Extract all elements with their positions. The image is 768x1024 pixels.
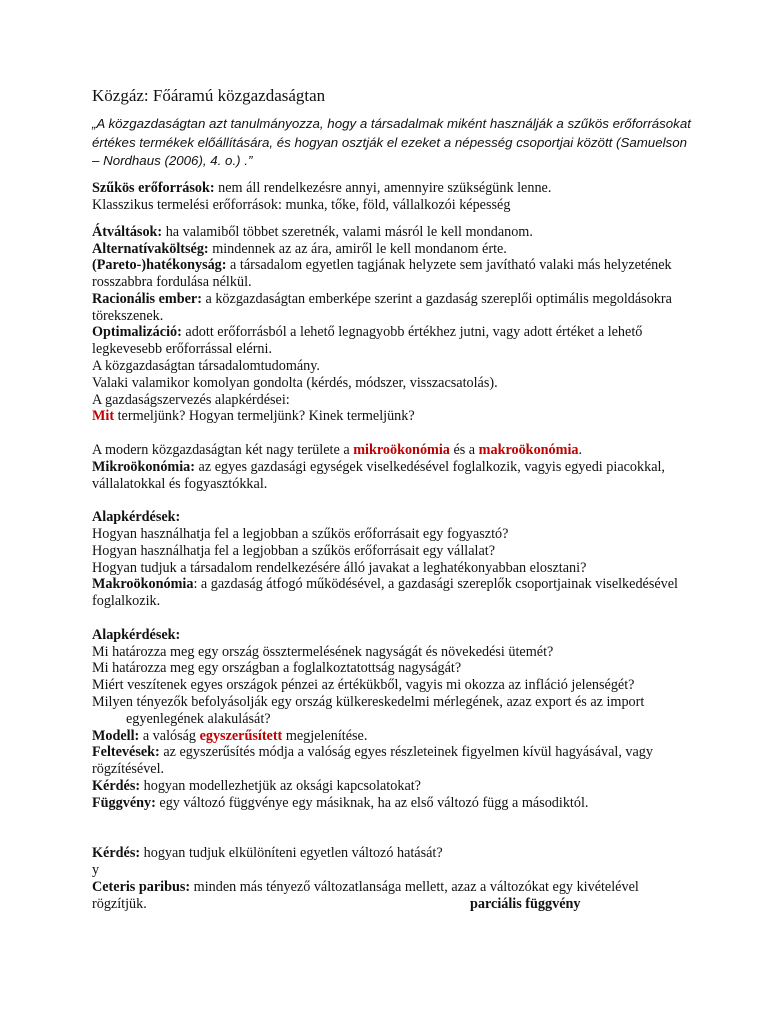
what-how-whom-line: Mit termeljünk? Hogyan termeljünk? Kinek termeljünk? [92, 408, 415, 425]
page-title: Közgáz: Főáramú közgazdaságtan [92, 86, 326, 105]
what-highlight: Mit [92, 408, 115, 425]
list-item: Hogyan tudjuk a társadalom rendelkezésére álló javakat a leghatékonyabban elosztani? [92, 559, 587, 576]
term-ceteris-paribus: Ceteris paribus: [92, 878, 191, 895]
paragraph-ceteris-paribus: Ceteris paribus: minden más tényező változatlansága mellett, azaz a változókat egy kivételével rögzítjük. parciális függvény [92, 878, 639, 912]
paragraph-function: Függvény: egy változó függvénye egy másiknak, ha az első változó függ a másodiktól. [92, 794, 589, 811]
macro-highlight: makroökonómia [478, 442, 579, 459]
micro-highlight: mikroökonómia [353, 442, 450, 459]
list-item: Hogyan használhatja fel a legjobban a szűkös erőforrásait egy fogyasztó? [92, 526, 509, 543]
macro-questions-heading: Alapkérdések: [92, 626, 181, 643]
list-item: Mi határozza meg egy országban a foglalkoztatottság nagyságát? [92, 660, 462, 677]
paragraph-tradeoffs: Átváltások: ha valamiből többet szeretnék, valami másról le kell mondanom. [92, 223, 533, 240]
term-assumptions: Feltevések: [92, 744, 160, 761]
term-scarce-resources: Szűkös erőforrások: [92, 180, 215, 197]
samuelson-quote: „A közgazdaságtan azt tanulmányozza, hogy a társadalmak miként használják a szűkös erőforrásokat értékes termékek előállítására, és hogyan osztják el ezeket a népesség csoportjai között (Samuelson – Nordhaus (2006), 4. o.) .” [92, 116, 691, 169]
term-pareto: (Pareto-)hatékonyság: [92, 257, 227, 274]
paragraph-model: Modell: a valóság egyszerűsített megjelenítése. [92, 727, 368, 744]
paragraph-macro: Makroökonómia: a gazdaság átfogó működésével, a gazdasági szereplők csoportjainak viselkedésével foglalkozik. [92, 576, 678, 610]
paragraph-pareto: (Pareto-)hatékonyság: a társadalom egyetlen tagjának helyzete sem javítható valaki más helyzetének rosszabbra fordulása nélkül. [92, 257, 672, 291]
two-areas-line: A modern közgazdaságtan két nagy területe a mikroökonómia és a makroökonómia. [92, 442, 583, 459]
paragraph-question-causal: Kérdés: hogyan modellezhetjük az oksági kapcsolatokat? [92, 778, 421, 794]
simplified-highlight: egyszerűsített [199, 727, 283, 744]
paragraph-optimization: Optimalizáció: adott erőforrásból a lehető legnagyobb értékhez jutni, vagy adott értéket a lehető legkevesebb erőforrással elérni. [92, 324, 643, 358]
micro-questions-heading: Alapkérdések: [92, 509, 181, 526]
term-function: Függvény: [92, 794, 156, 811]
term-opportunity-cost: Alternatívaköltség: [92, 240, 209, 257]
paragraph-question-isolate: Kérdés: hogyan tudjuk elkülöníteni egyetlen változó hatását? [92, 845, 443, 862]
term-macro: Makroökonómia [92, 576, 194, 593]
term-question: Kérdés: [92, 845, 141, 862]
social-science-line: A közgazdaságtan társadalomtudomány. [92, 358, 320, 375]
list-item: Hogyan használhatja fel a legjobban a szűkös erőforrásait egy vállalat? [92, 542, 495, 559]
term-model: Modell: [92, 727, 140, 744]
list-item: Miért veszítenek egyes országok pénzei az értékükből, vagyis mi okozza az infláció jelenségét? [92, 677, 635, 694]
paragraph-scarce-resources [92, 180, 692, 197]
paragraph-assumptions: Feltevések: az egyszerűsítés módja a valóság egyes részleteinek figyelmen kívül hagyásával, vagy rögzítésével. [92, 744, 653, 778]
paragraph-opportunity-cost: Alternatívaköltség: mindennek az az ára, amiről le kell mondanom érte. [92, 240, 507, 257]
list-item: Mi határozza meg egy ország össztermelésének nagyságát és növekedési ütemét? [92, 643, 554, 660]
y-label: y [92, 861, 100, 878]
partial-function-label: parciális függvény [470, 895, 581, 912]
seriously-line: Valaki valamikor komolyan gondolta (kérdés, módszer, visszacsatolás). [92, 374, 498, 391]
paragraph-rational-man: Racionális ember: a közgazdaságtan emberképe szerint a gazdaság szereplői optimális megoldásokra törekszenek. [92, 290, 672, 324]
classic-resources-line: Klasszikus termelési erőforrások: munka, tőke, föld, vállalkozói képesség [92, 196, 511, 213]
paragraph-micro: Mikroökonómia: az egyes gazdasági egységek viselkedésével foglalkozik, vagyis egyedi piacokkal, vállalatokkal és fogyasztókkal. [92, 458, 665, 492]
term-tradeoffs: Átváltások: [92, 223, 163, 240]
term-rational-man: Racionális ember: [92, 290, 202, 307]
term-question: Kérdés: [92, 778, 141, 794]
list-item: Milyen tényezők befolyásolják egy ország külkereskedelmi mérlegének, azaz export és az import egyenlegének alakulását? [92, 694, 645, 727]
definition-scarce-resources: nem áll rendelkezésre annyi, amennyire szükségünk lenne. [214, 180, 552, 197]
basic-questions-line: A gazdaságszervezés alapkérdései: [92, 391, 290, 408]
term-micro: Mikroökonómia: [92, 458, 195, 475]
document-page [92, 86, 692, 912]
term-optimization: Optimalizáció: [92, 324, 182, 341]
